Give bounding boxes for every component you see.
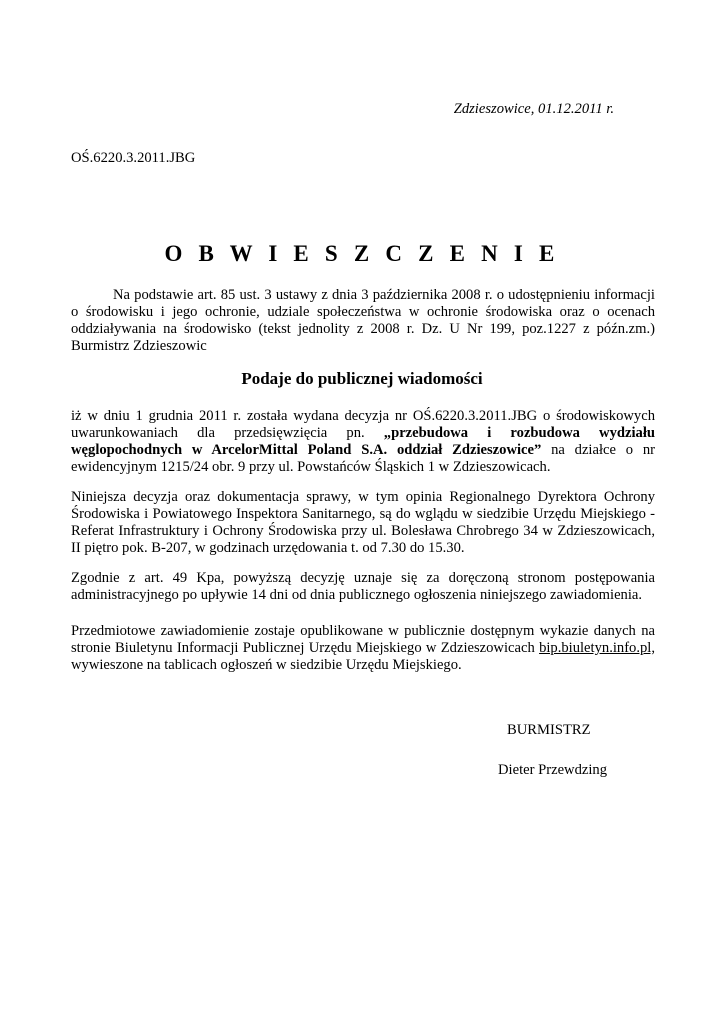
intro-line: o środowisku i jego ochronie, udziale społeczeństwa w ochronie środowiska oraz o ocenach (71, 304, 655, 320)
intro-line: Burmistrz Zdzieszowic (71, 338, 207, 354)
publication-text: stronie Biuletynu Informacji Publicznej Urzędu Miejskiego w Zdzieszowicach (71, 640, 540, 656)
decision-paragraph (71, 408, 655, 476)
publication-line: Przedmiotowe zawiadomienie zostaje opublikowane w publicznie dostępnym wykazie danych na (71, 623, 655, 639)
announcement-subtitle: Podaje do publicznej wiadomości (241, 369, 483, 388)
document-title: O B W I E S Z C Z E N I E (164, 241, 560, 266)
intro-line: oddziaływania na środowisko (tekst jednolity z 2008 r. Dz. U Nr 199, poz.1227 z późn.zm.) (71, 321, 655, 337)
reference-number: OŚ.6220.3.2011.JBG (71, 150, 196, 166)
intro-line: Na podstawie art. 85 ust. 3 ustawy z dnia 3 października 2008 r. o udostępnieniu informacji (113, 287, 655, 303)
decision-line: iż w dniu 1 grudnia 2011 r. została wydana decyzja nr OŚ.6220.3.2011.JBG o środowiskowych (71, 408, 655, 424)
project-name-cont: węglopochodnych w ArcelorMittal Poland S.A. oddział Zdzieszowice” (71, 442, 542, 458)
delivery-line: administracyjnego po upływie 14 dni od dnia publicznego ogłoszenia niniejszego zawiadomienia. (71, 587, 643, 603)
signatory-title: BURMISTRZ (507, 722, 591, 738)
documentation-line: Niniejsza decyzja oraz dokumentacja sprawy, w tym opinia Regionalnego Dyrektora Ochrony (71, 489, 655, 505)
document-date: Zdzieszowice, 01.12.2011 r. (453, 101, 614, 117)
bip-link[interactable]: bip.biuletyn.info.pl, (539, 640, 655, 656)
decision-line (71, 425, 655, 442)
publication-paragraph (71, 623, 655, 674)
delivery-line: Zgodnie z art. 49 Kpa, powyższą decyzję uznaje się za doręczoną stronom postępowania (71, 570, 655, 586)
publication-line (71, 640, 655, 657)
signatory-name: Dieter Przewdzing (498, 762, 608, 778)
decision-line (71, 442, 655, 459)
decision-text: na działce o nr (541, 442, 655, 458)
documentation-line: Referat Infrastruktury i Ochrony Środowiska przy ul. Bolesława Chrobrego 34 w Zdzieszowicach, (71, 523, 655, 539)
decision-text: uwarunkowaniach dla przedsięwzięcia pn. (71, 425, 365, 441)
documentation-line: II piętro pok. B-207, w godzinach urzędowania t. od 7.30 do 15.30. (71, 540, 465, 556)
documentation-line: Środowiska i Powiatowego Inspektora Sanitarnego, są do wglądu w siedzibie Urzędu Miejskiego - (71, 506, 655, 522)
delivery-paragraph (71, 570, 655, 604)
intro-paragraph (71, 287, 655, 355)
decision-line: ewidencyjnym 1215/24 obr. 9 przy ul. Powstańców Śląskich 1 w Zdzieszowicach. (71, 459, 551, 475)
publication-line: wywieszone na tablicach ogłoszeń w siedzibie Urzędu Miejskiego. (71, 657, 462, 673)
project-name: „przebudowa i rozbudowa wydziału (383, 425, 655, 441)
documentation-paragraph (71, 489, 655, 557)
